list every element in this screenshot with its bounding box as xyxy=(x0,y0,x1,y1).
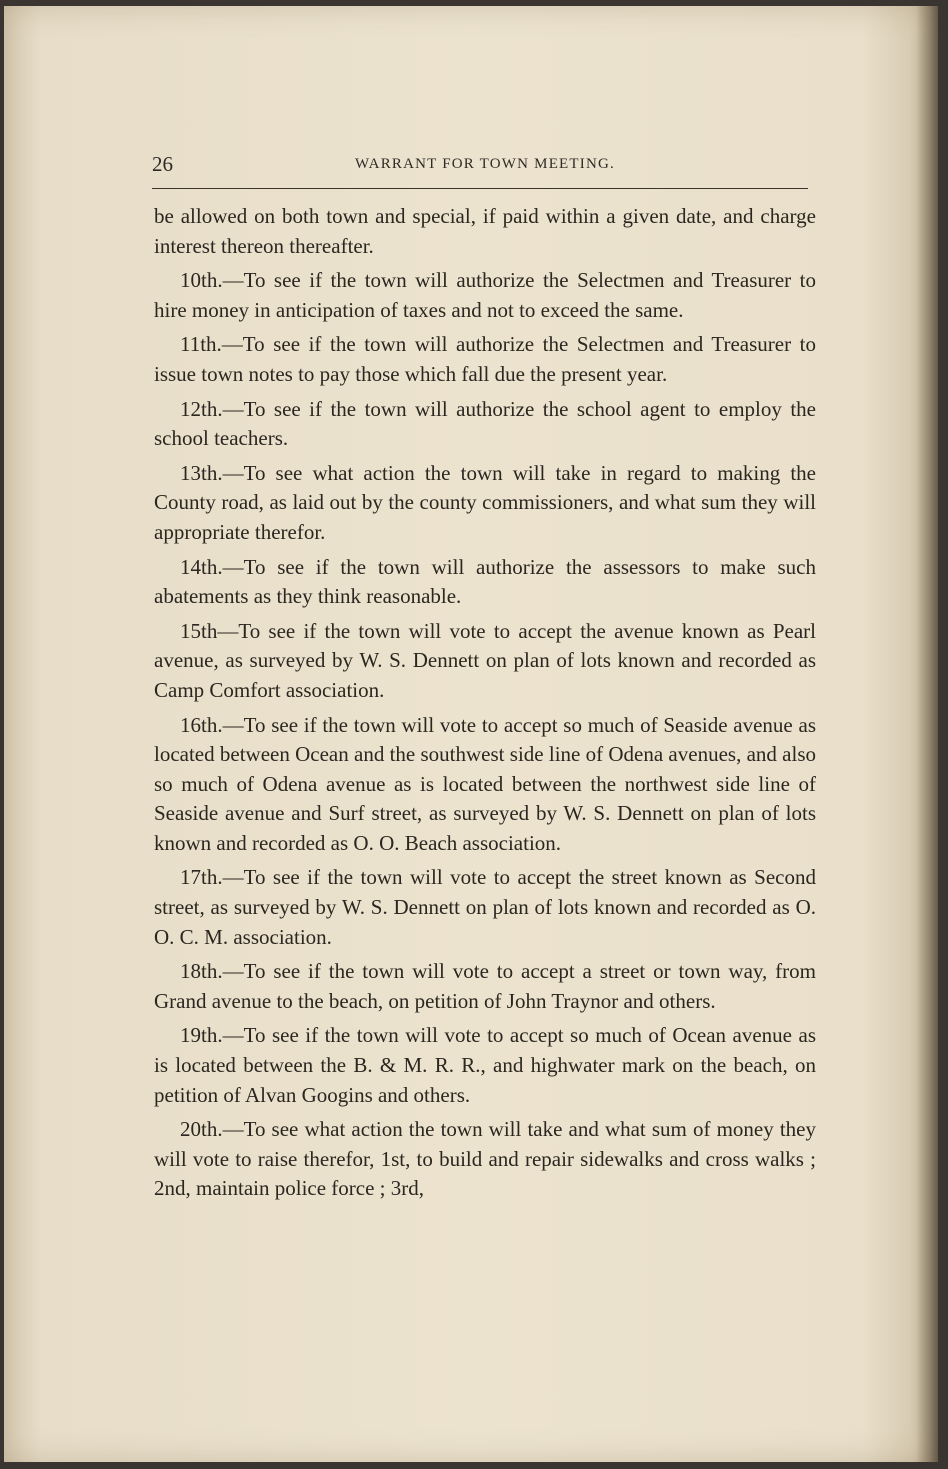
article-13: 13th.—To see what action the town will take in regard to making the County road, as laid out by the county commissioners, and what sum they will appropriate therefor. xyxy=(154,460,816,544)
article-20: 20th.—To see what action the town will take and what sum of money they will vote to raise therefor, 1st, to build and repair sidewalks and cross walks ; 2nd, maintain police force ; 3rd, xyxy=(154,1117,816,1201)
article-12: 12th.—To see if the town will authorize the school agent to employ the school teachers. xyxy=(154,396,816,451)
article-10: 10th.—To see if the town will authorize the Selectmen and Treasurer to hire money in anticipation of taxes and not to exceed the same. xyxy=(154,268,816,322)
page-number: 26 xyxy=(152,152,173,176)
running-title: WARRANT FOR TOWN MEETING. xyxy=(354,156,615,172)
article-15: 15th—To see if the town will vote to accept the avenue known as Pearl avenue, as surveyed by W. S. Dennett on plan of lots known and recorded as Camp Comfort association. xyxy=(154,618,816,702)
article-17: 17th.—To see if the town will vote to accept the street known as Second street, as surveyed by W. S. Dennett on plan of lots known and recorded as O. O. C. M. association. xyxy=(154,865,816,949)
article-18: 18th.—To see if the town will vote to accept a street or town way, from Grand avenue to the beach, on petition of John Traynor and others. xyxy=(154,959,816,1013)
article-14: 14th.—To see if the town will authorize the assessors to make such abatements as they think reasonable. xyxy=(154,554,816,609)
page-spine-shadow xyxy=(916,6,938,1462)
book-page xyxy=(4,6,938,1462)
article-16: 16th.—To see if the town will vote to accept so much of Seaside avenue as located between Ocean and the southwest side line of Odena avenues, and also so much of Odena avenue as is located between the northwest side line of Seaside avenue and Surf street, as surveyed by W. S. Dennett on plan of lots known and recorded as O. O. Beach association. xyxy=(154,712,816,855)
page-body xyxy=(154,202,816,1209)
article-19: 19th.—To see if the town will vote to accept so much of Ocean avenue as is located between the B. & M. R. R., and highwater mark on the beach, on petition of Alvan Googins and others. xyxy=(154,1023,816,1107)
paragraph-continuation: be allowed on both town and special, if paid within a given date, and charge interest thereon thereafter. xyxy=(154,204,816,258)
page-header xyxy=(152,152,808,189)
article-11: 11th.—To see if the town will authorize the Selectmen and Treasurer to issue town notes to pay those which fall due the present year. xyxy=(154,332,816,386)
